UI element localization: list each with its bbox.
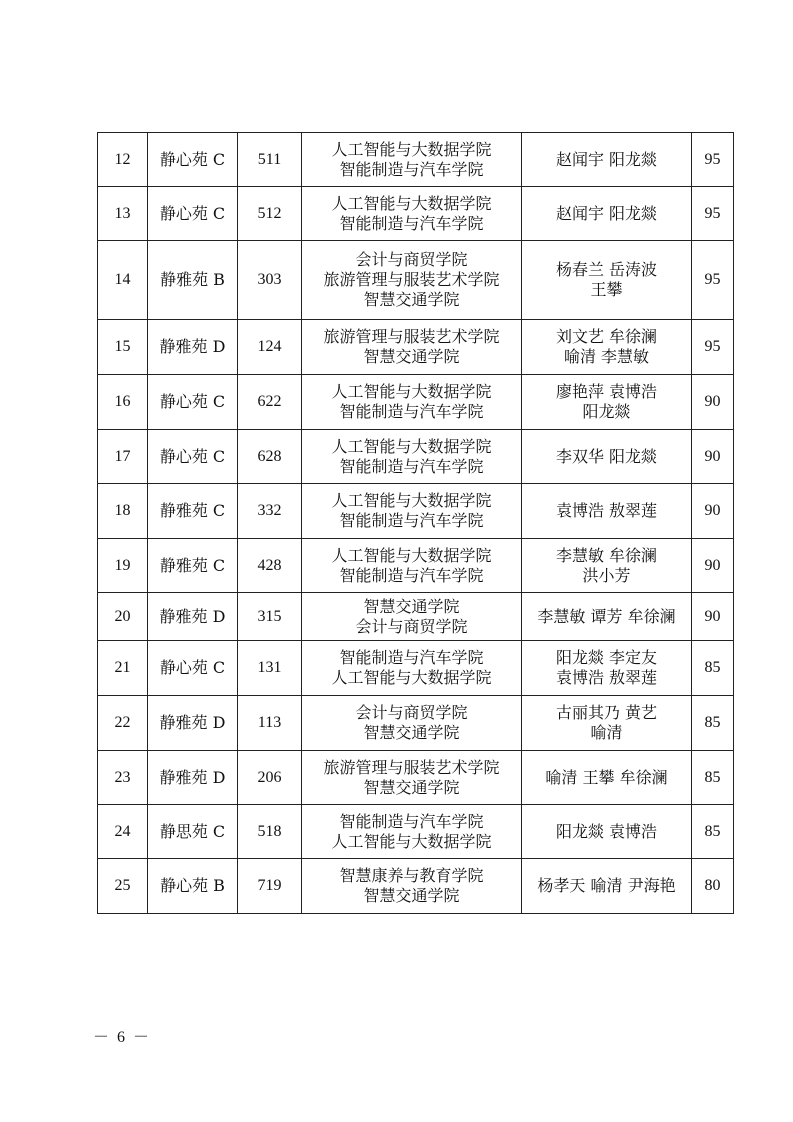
staff-cell-line: 喻清: [590, 723, 623, 742]
colleges-cell: [302, 187, 522, 241]
colleges-cell-line: 智慧交通学院: [363, 777, 460, 797]
staff-cell: [522, 375, 692, 430]
score-cell: 90: [692, 539, 734, 593]
row-number-cell: 19: [98, 539, 148, 593]
row-number-cell: 24: [98, 805, 148, 859]
score-cell: 85: [692, 641, 734, 696]
table-row: [98, 539, 734, 593]
colleges-cell-line: 会计与商贸学院: [355, 703, 468, 722]
staff-cell-line: 古丽其乃 黄艺: [555, 703, 658, 722]
staff-cell: [522, 187, 692, 241]
score-cell: 95: [692, 187, 734, 241]
room-cell: 113: [238, 696, 302, 751]
row-number-cell: 16: [98, 375, 148, 430]
colleges-cell: [302, 641, 522, 696]
row-number-cell: 18: [98, 484, 148, 539]
building-cell: 静雅苑 D: [148, 593, 238, 641]
room-cell: 428: [238, 539, 302, 593]
room-cell: 131: [238, 641, 302, 696]
colleges-cell-line: 智能制造与汽车学院: [339, 511, 484, 530]
colleges-cell: [302, 593, 522, 641]
staff-cell-line: 赵闻宇 阳龙燚: [555, 203, 658, 223]
row-number-cell: 15: [98, 320, 148, 375]
table-row: [98, 241, 734, 320]
room-cell: 518: [238, 805, 302, 859]
building-cell: 静心苑 C: [148, 133, 238, 187]
score-cell: 95: [692, 133, 734, 187]
staff-cell: [522, 539, 692, 593]
score-cell: 90: [692, 593, 734, 641]
colleges-cell: [302, 696, 522, 751]
room-cell: 124: [238, 320, 302, 375]
colleges-cell-line: 旅游管理与服装艺术学院: [323, 327, 500, 346]
room-cell: 206: [238, 751, 302, 805]
table-row: [98, 641, 734, 696]
building-cell: 静雅苑 C: [148, 484, 238, 539]
building-cell: 静心苑 C: [148, 375, 238, 430]
score-cell: 85: [692, 805, 734, 859]
room-cell: 303: [238, 241, 302, 320]
colleges-cell-line: 智慧交通学院: [363, 290, 460, 309]
staff-cell-line: 李双华 阳龙燚: [555, 446, 658, 466]
colleges-cell-line: 人工智能与大数据学院: [331, 382, 492, 401]
row-number-cell: 14: [98, 241, 148, 320]
colleges-cell: [302, 805, 522, 859]
row-number-cell: 12: [98, 133, 148, 187]
room-cell: 332: [238, 484, 302, 539]
building-cell: 静心苑 C: [148, 641, 238, 696]
room-cell: 719: [238, 859, 302, 914]
staff-cell-line: 杨孝天 喻清 尹海艳: [537, 876, 676, 895]
dorm-score-table: [97, 132, 734, 914]
building-cell: 静心苑 C: [148, 187, 238, 241]
room-cell: 512: [238, 187, 302, 241]
row-number-cell: 22: [98, 696, 148, 751]
building-cell: 静思苑 C: [148, 805, 238, 859]
page-number: － 6 －: [93, 1029, 152, 1046]
table-row: [98, 751, 734, 805]
colleges-cell-line: 旅游管理与服装艺术学院: [323, 270, 500, 289]
score-cell: 95: [692, 320, 734, 375]
colleges-cell: [302, 133, 522, 187]
staff-cell-line: 李慧敏 牟徐澜: [555, 545, 658, 565]
score-cell: 90: [692, 375, 734, 430]
colleges-cell-line: 人工智能与大数据学院: [331, 139, 492, 159]
colleges-cell-line: 旅游管理与服装艺术学院: [323, 757, 500, 777]
table-row: [98, 859, 734, 914]
table-row: [98, 484, 734, 539]
score-cell: 90: [692, 430, 734, 484]
table-body: [98, 133, 734, 914]
building-cell: 静雅苑 D: [148, 751, 238, 805]
table-row: [98, 375, 734, 430]
staff-cell-line: 李慧敏 谭芳 牟徐澜: [537, 606, 676, 626]
colleges-cell-line: 智能制造与汽车学院: [339, 159, 484, 179]
colleges-cell: [302, 484, 522, 539]
score-cell: 80: [692, 859, 734, 914]
building-cell: 静雅苑 D: [148, 696, 238, 751]
colleges-cell-line: 人工智能与大数据学院: [331, 668, 492, 687]
staff-cell-line: 袁博浩 敖翠莲: [555, 668, 658, 687]
colleges-cell-line: 智能制造与汽车学院: [339, 648, 484, 667]
staff-cell: [522, 430, 692, 484]
colleges-cell-line: 会计与商贸学院: [355, 616, 468, 636]
staff-cell-line: 赵闻宇 阳龙燚: [555, 149, 658, 169]
colleges-cell-line: 智能制造与汽车学院: [339, 213, 484, 233]
colleges-cell-line: 智慧交通学院: [363, 723, 460, 742]
row-number-cell: 17: [98, 430, 148, 484]
colleges-cell-line: 智慧交通学院: [363, 347, 460, 366]
staff-cell-line: 阳龙燚: [582, 402, 631, 421]
building-cell: 静雅苑 D: [148, 320, 238, 375]
colleges-cell-line: 人工智能与大数据学院: [331, 436, 492, 456]
colleges-cell-line: 智能制造与汽车学院: [339, 402, 484, 421]
table-row: [98, 593, 734, 641]
staff-cell: [522, 241, 692, 320]
colleges-cell-line: 人工智能与大数据学院: [331, 831, 492, 851]
colleges-cell-line: 人工智能与大数据学院: [331, 491, 492, 510]
room-cell: 511: [238, 133, 302, 187]
room-cell: 315: [238, 593, 302, 641]
building-cell: 静雅苑 B: [148, 241, 238, 320]
staff-cell: [522, 484, 692, 539]
table-row: [98, 805, 734, 859]
colleges-cell: [302, 320, 522, 375]
staff-cell: [522, 320, 692, 375]
colleges-cell: [302, 241, 522, 320]
building-cell: 静雅苑 C: [148, 539, 238, 593]
colleges-cell: [302, 539, 522, 593]
row-number-cell: 13: [98, 187, 148, 241]
row-number-cell: 21: [98, 641, 148, 696]
room-cell: 628: [238, 430, 302, 484]
colleges-cell-line: 人工智能与大数据学院: [331, 193, 492, 213]
table-row: [98, 320, 734, 375]
staff-cell-line: 洪小芳: [582, 565, 631, 585]
staff-cell-line: 王攀: [590, 280, 623, 299]
score-cell: 90: [692, 484, 734, 539]
row-number-cell: 23: [98, 751, 148, 805]
score-cell: 85: [692, 696, 734, 751]
row-number-cell: 25: [98, 859, 148, 914]
staff-cell-line: 阳龙燚 李定友: [555, 648, 658, 667]
colleges-cell: [302, 430, 522, 484]
colleges-cell-line: 智慧交通学院: [363, 886, 460, 905]
row-number-cell: 20: [98, 593, 148, 641]
staff-cell: [522, 859, 692, 914]
staff-cell: [522, 133, 692, 187]
colleges-cell-line: 智能制造与汽车学院: [339, 456, 484, 476]
staff-cell-line: 喻清 李慧敏: [563, 347, 650, 366]
staff-cell-line: 刘文艺 牟徐澜: [555, 327, 658, 346]
colleges-cell-line: 智慧交通学院: [363, 596, 460, 616]
colleges-cell: [302, 751, 522, 805]
score-cell: 85: [692, 751, 734, 805]
table-row: [98, 187, 734, 241]
staff-cell-line: 喻清 王攀 牟徐澜: [545, 767, 668, 787]
colleges-cell: [302, 859, 522, 914]
staff-cell: [522, 593, 692, 641]
colleges-cell: [302, 375, 522, 430]
colleges-cell-line: 智能制造与汽车学院: [339, 811, 484, 831]
staff-cell-line: 袁博浩 敖翠莲: [555, 501, 658, 520]
colleges-cell-line: 智慧康养与教育学院: [339, 866, 484, 885]
staff-cell-line: 廖艳萍 袁博浩: [555, 382, 658, 401]
building-cell: 静心苑 C: [148, 430, 238, 484]
staff-cell-line: 阳龙燚 袁博浩: [555, 821, 658, 841]
colleges-cell-line: 会计与商贸学院: [355, 250, 468, 269]
dorm-score-table-container: [97, 132, 733, 914]
table-row: [98, 430, 734, 484]
score-cell: 95: [692, 241, 734, 320]
colleges-cell-line: 人工智能与大数据学院: [331, 545, 492, 565]
colleges-cell-line: 智能制造与汽车学院: [339, 565, 484, 585]
building-cell: 静心苑 B: [148, 859, 238, 914]
staff-cell: [522, 696, 692, 751]
staff-cell: [522, 805, 692, 859]
table-row: [98, 696, 734, 751]
staff-cell-line: 杨春兰 岳涛波: [555, 260, 658, 279]
room-cell: 622: [238, 375, 302, 430]
staff-cell: [522, 641, 692, 696]
staff-cell: [522, 751, 692, 805]
table-row: [98, 133, 734, 187]
